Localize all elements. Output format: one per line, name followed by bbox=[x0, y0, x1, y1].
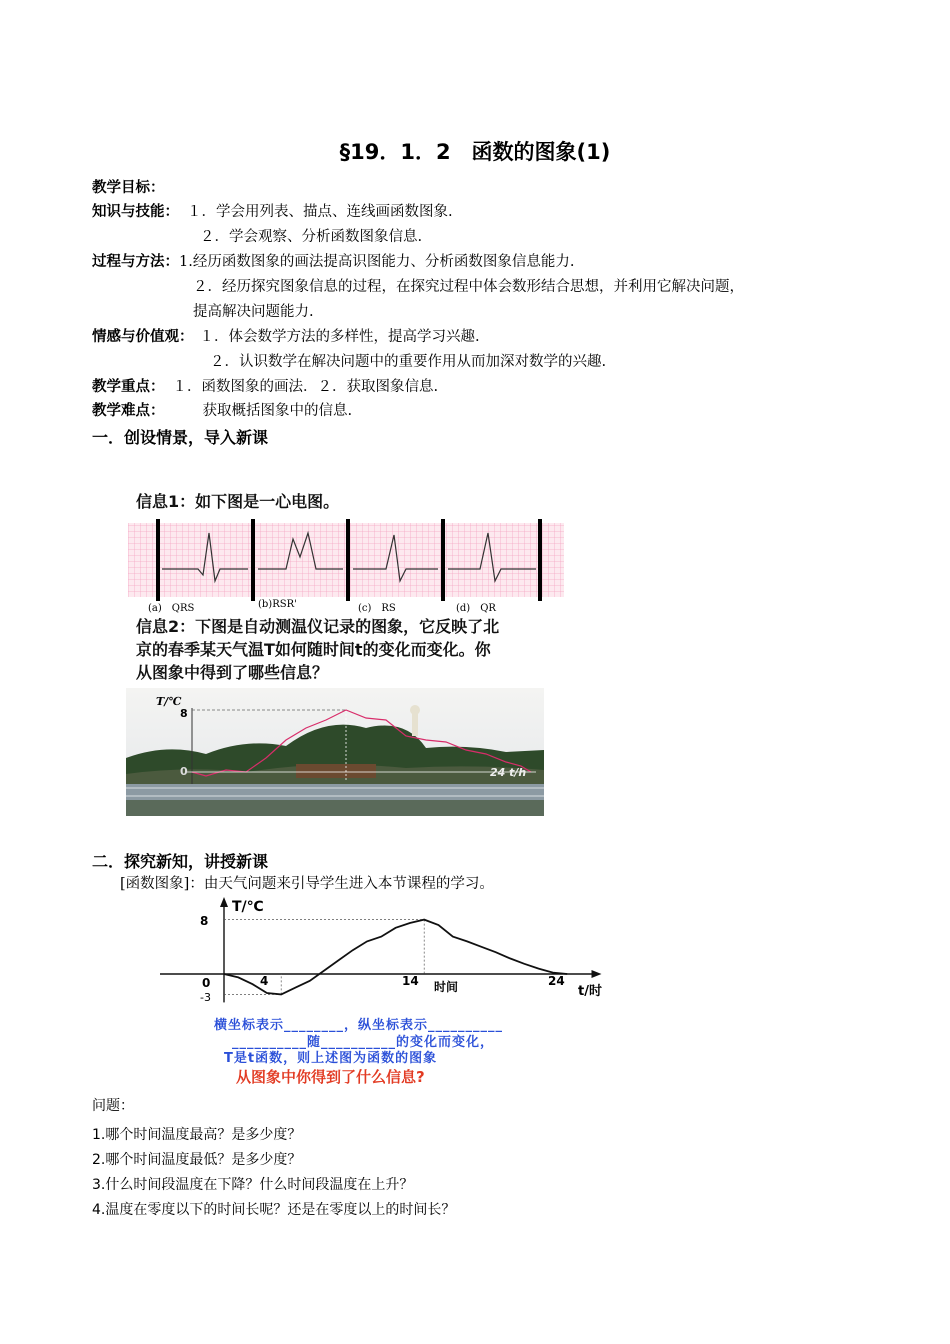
ytick-0: 0 bbox=[202, 976, 211, 990]
chart-caption-2: __________随__________的变化而变化， bbox=[232, 1035, 495, 1050]
ytick-8: 8 bbox=[200, 914, 209, 928]
intro-label: [函数图象] bbox=[120, 876, 190, 892]
question-4: 4.温度在零度以下的时间长呢？还是在零度以上的时间长？ bbox=[92, 1202, 456, 1218]
photo-xlabel: 24 t/h bbox=[490, 766, 527, 779]
question-1: 1.哪个时间温度最高？是多少度？ bbox=[92, 1127, 302, 1143]
photo-y8: 8 bbox=[180, 707, 188, 720]
info2-line-2: 京的春季某天气温T如何随时间t的变化而变化。你 bbox=[136, 640, 491, 659]
knowledge-line-2: ２．学会观察、分析函数图象信息. bbox=[200, 229, 423, 245]
chart-ylabel: T/℃ bbox=[232, 899, 264, 915]
difficult-text: 获取概括图象中的信息. bbox=[202, 403, 353, 419]
ecg-label-c: (c) RS bbox=[358, 603, 396, 614]
ytick-neg3: -3 bbox=[200, 991, 211, 1004]
temperature-photo bbox=[126, 688, 544, 816]
y-axis-arrow bbox=[220, 897, 228, 907]
info2-line-1: 信息2：下图是自动测温仪记录的图象，它反映了北 bbox=[136, 617, 500, 636]
emotion-line-2: ２．认识数学在解决问题中的重要作用从而加深对数学的兴趣. bbox=[210, 354, 607, 370]
questions-heading: 问题： bbox=[92, 1098, 134, 1114]
question-3: 3.什么时间段温度在下降？什么时间段温度在上升？ bbox=[92, 1177, 414, 1193]
ecg-label-d: (d) QR bbox=[456, 603, 496, 614]
xtick-24: 24 bbox=[548, 974, 565, 988]
difficult-line bbox=[92, 401, 352, 421]
question-2: 2.哪个时间温度最低？是多少度？ bbox=[92, 1152, 302, 1168]
process-line-2b: 提高解决问题能力. bbox=[193, 304, 314, 320]
knowledge-label: 知识与技能： bbox=[92, 204, 179, 220]
chart-axes bbox=[160, 897, 602, 1002]
info-figure bbox=[126, 483, 586, 818]
process-text-1: 1.经历函数图象的画法提高识图能力、分析函数图象信息能力. bbox=[179, 254, 575, 270]
key-text: １．函数图象的画法．２．获取图象信息. bbox=[172, 379, 439, 395]
process-label: 过程与方法： bbox=[92, 254, 179, 270]
key-label: 教学重点： bbox=[92, 379, 165, 395]
photo-ylabel: T/℃ bbox=[156, 695, 182, 708]
key-line bbox=[92, 377, 438, 397]
info2-text bbox=[136, 615, 499, 684]
photo-zero: 0 bbox=[180, 765, 188, 778]
info2-line-3: 从图象中得到了哪些信息？ bbox=[136, 663, 329, 682]
temperature-chart bbox=[150, 895, 630, 1015]
ecg-label-a: (a) QRS bbox=[148, 603, 195, 614]
chart-x-word: 时间 bbox=[434, 980, 459, 994]
section2-intro bbox=[120, 874, 494, 894]
goals-heading: 教学目标： bbox=[92, 180, 165, 196]
process-line-2a: ２．经历探究图象信息的过程，在探究过程中体会数形结合思想，并利用它解决问题， bbox=[193, 279, 744, 295]
xtick-4: 4 bbox=[260, 974, 269, 988]
section2-heading: 二．探究新知，讲授新课 bbox=[92, 852, 269, 871]
intro-text: ：由天气问题来引导学生进入本节课程的学习。 bbox=[189, 876, 494, 892]
xtick-14: 14 bbox=[402, 974, 419, 988]
chart-guides bbox=[224, 920, 424, 995]
emotion-label: 情感与价值观： bbox=[92, 329, 194, 345]
chart-xlabel: t/时 bbox=[578, 984, 602, 999]
ecg-strip bbox=[128, 519, 568, 611]
emotion-text-1: １．体会数学方法的多样性，提高学习兴趣. bbox=[199, 329, 480, 345]
process-line-1 bbox=[92, 252, 574, 272]
chart-caption-3: T是t函数，则上述图为函数的图象 bbox=[224, 1051, 438, 1066]
page-title: §19．1．2 函数的图象(1) bbox=[339, 140, 611, 164]
difficult-label: 教学难点： bbox=[92, 403, 165, 419]
section1-heading: 一．创设情景，导入新课 bbox=[92, 428, 269, 447]
info1-text: 信息1：如下图是一心电图。 bbox=[136, 492, 340, 511]
ecg-label-b: (b)RSR' bbox=[258, 599, 297, 610]
temperature-line bbox=[224, 920, 567, 995]
x-axis-arrow bbox=[592, 970, 602, 978]
knowledge-text-1: １．学会用列表、描点、连线画函数图象. bbox=[187, 204, 453, 220]
chart-question: 从图象中你得到了什么信息? bbox=[236, 1068, 425, 1086]
chart-caption-1: 横坐标表示________，纵坐标表示__________ bbox=[214, 1018, 504, 1033]
knowledge-line-1 bbox=[92, 202, 453, 222]
emotion-line-1 bbox=[92, 327, 480, 347]
